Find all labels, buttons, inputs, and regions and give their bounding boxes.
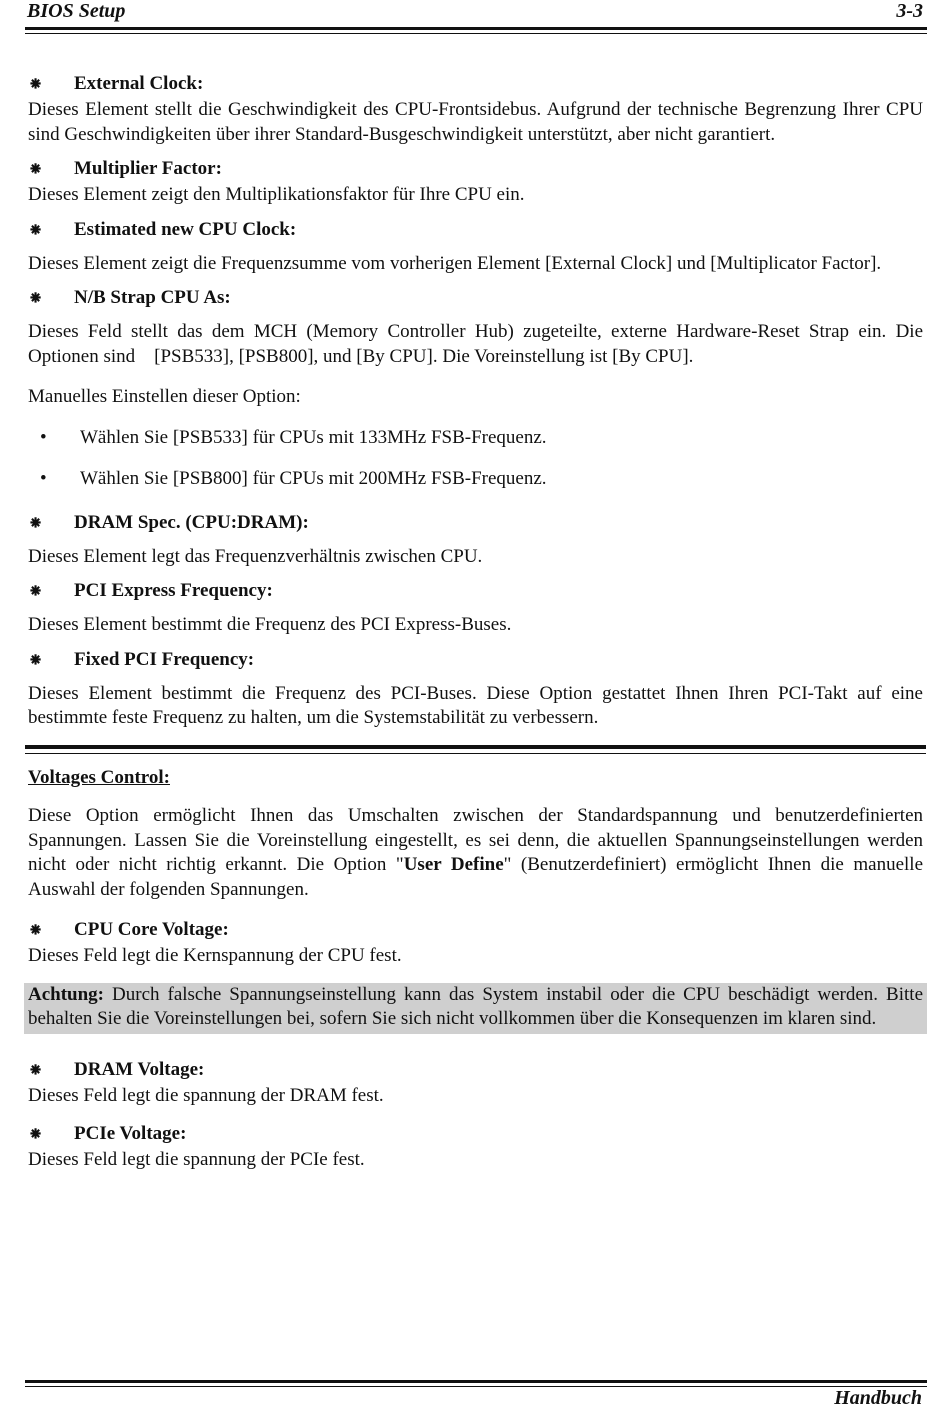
heading-text: PCI Express Frequency:: [74, 580, 273, 601]
header-rule: [25, 27, 927, 30]
section-body: Dieses Element stellt die Geschwindigkeit des CPU-Frontsidebus. Aufgrund der technische Begrenzung Ihrer CPU sind Geschwindigkeiten über ihrer Standard-Busgeschwindigkeit unterstützt, aber nicht garantiert.: [28, 99, 923, 145]
heading-text: Fixed PCI Frequency:: [74, 648, 255, 670]
section-heading: [28, 155, 923, 183]
section-estimated-cpu-clock: [28, 216, 923, 277]
section-heading: [28, 916, 923, 944]
heading-text: Multiplier Factor:: [74, 158, 222, 179]
section-dram-spec: [28, 509, 923, 570]
intro-option-name: User Define: [403, 854, 504, 875]
star-bullet-icon: ⁕: [28, 920, 44, 940]
star-bullet-icon: ⁕: [28, 1059, 44, 1080]
voltages-heading: Voltages Control:: [28, 766, 170, 788]
section-heading: [28, 1056, 923, 1084]
heading-text: External Clock:: [74, 73, 204, 94]
intro-text: Diese Option ermöglicht Ihnen das Umschalten zwischen der Standardspannung und benutzerdefinierten Spannungen. Lassen Sie die Voreinstellung eingestellt, es sei denn, die aktuellen Spannungseinstellungen werden nicht oder nicht richtig erkannt. Die Option ": [28, 805, 923, 875]
bullet-icon: •: [40, 468, 47, 489]
section-body: Dieses Feld legt die Kernspannung der CPU fest.: [28, 945, 402, 966]
heading-text: Estimated new CPU Clock:: [74, 218, 297, 240]
header-title: BIOS Setup: [27, 0, 126, 22]
heading-text: DRAM Voltage:: [74, 1058, 205, 1080]
section-divider-thin: [25, 753, 926, 754]
page-number: 3-3: [896, 0, 923, 22]
star-bullet-icon: ⁕: [28, 219, 44, 240]
section-divider: [25, 745, 926, 749]
star-bullet-icon: ⁕: [28, 159, 44, 179]
voltages-intro: [28, 804, 923, 902]
intro-text-tail: " (Benutzerdefiniert) ermöglicht Ihnen die manuelle Auswahl der folgenden Spannungen.: [28, 854, 924, 900]
list-item-text: Wählen Sie [PSB800] für CPUs mit 200MHz FSB-Frequenz.: [80, 468, 547, 489]
section-body: Dieses Element zeigt den Multiplikationsfaktor für Ihre CPU ein.: [28, 184, 525, 205]
list-item-text: Wählen Sie [PSB533] für CPUs mit 133MHz FSB-Frequenz.: [80, 426, 547, 448]
section-body: Dieses Element zeigt die Frequenzsumme vom vorherigen Element [External Clock] und [Multiplicator Factor].: [28, 252, 882, 274]
section-body: Dieses Element bestimmt die Frequenz des PCI-Buses. Diese Option gestattet Ihnen Ihren PCI-Takt auf eine bestimmte feste Frequenz zu halten, um die Systemstabilität zu verbessern.: [28, 682, 923, 728]
heading-text: CPU Core Voltage:: [74, 919, 229, 940]
star-bullet-icon: ⁕: [28, 288, 44, 308]
bullet-icon: •: [40, 426, 47, 448]
list-item: [28, 467, 923, 492]
star-bullet-icon: ⁕: [28, 1124, 44, 1144]
footer-rule: [25, 1380, 927, 1383]
section-nb-strap: [28, 284, 928, 492]
heading-text: DRAM Spec. (CPU:DRAM):: [74, 511, 309, 533]
page-header: [25, 0, 925, 26]
section-fixed-pci-frequency: [28, 646, 923, 731]
section-external-clock: [28, 70, 923, 147]
section-heading: [28, 284, 923, 312]
section-multiplier-factor: [28, 155, 923, 208]
option-list: [28, 426, 923, 492]
section-voltages-control: [28, 766, 923, 1173]
section-body: Dieses Element bestimmt die Frequenz des PCI Express-Buses.: [28, 614, 512, 635]
section-heading: [28, 646, 923, 674]
header-rule-thin: [25, 33, 927, 34]
warning-label: Achtung:: [28, 983, 105, 1005]
section-heading: [28, 577, 923, 605]
section-heading: [28, 1120, 923, 1148]
footer-rule-thin: [25, 1386, 927, 1387]
star-bullet-icon: ⁕: [28, 512, 44, 533]
section-body-secondary: Manuelles Einstellen dieser Option:: [28, 386, 301, 407]
list-item: [28, 426, 923, 451]
star-bullet-icon: ⁕: [28, 649, 44, 670]
section-pci-express-frequency: [28, 577, 923, 638]
heading-text: N/B Strap CPU As:: [74, 287, 231, 308]
star-bullet-icon: ⁕: [28, 581, 44, 601]
page-content: [28, 70, 928, 1173]
section-body: Dieses Element legt das Frequenzverhältnis zwischen CPU.: [28, 545, 483, 567]
section-heading: [28, 509, 923, 537]
section-body: Dieses Feld stellt das dem MCH (Memory Controller Hub) zugeteilte, externe Hardware-Reset Strap ein. Die Optionen sind [PSB533], [PSB800], und [By CPU]. Die Voreinstellung ist [By CPU].: [28, 321, 928, 367]
section-body: Dieses Feld legt die spannung der PCIe fest.: [28, 1149, 365, 1170]
section-body: Dieses Feld legt die spannung der DRAM fest.: [28, 1084, 384, 1106]
section-heading: [28, 216, 923, 244]
warning-box: [24, 983, 927, 1034]
warning-text: Durch falsche Spannungseinstellung kann das System instabil oder die CPU beschädigt werden. Bitte behalten Sie die Voreinstellungen bei, sofern Sie sich nicht vollkommen über die Konsequenzen im klaren sind.: [28, 983, 923, 1029]
star-bullet-icon: ⁕: [28, 74, 44, 94]
section-heading: [28, 70, 923, 98]
footer-text: Handbuch: [834, 1387, 922, 1409]
heading-text: PCIe Voltage:: [74, 1123, 187, 1144]
